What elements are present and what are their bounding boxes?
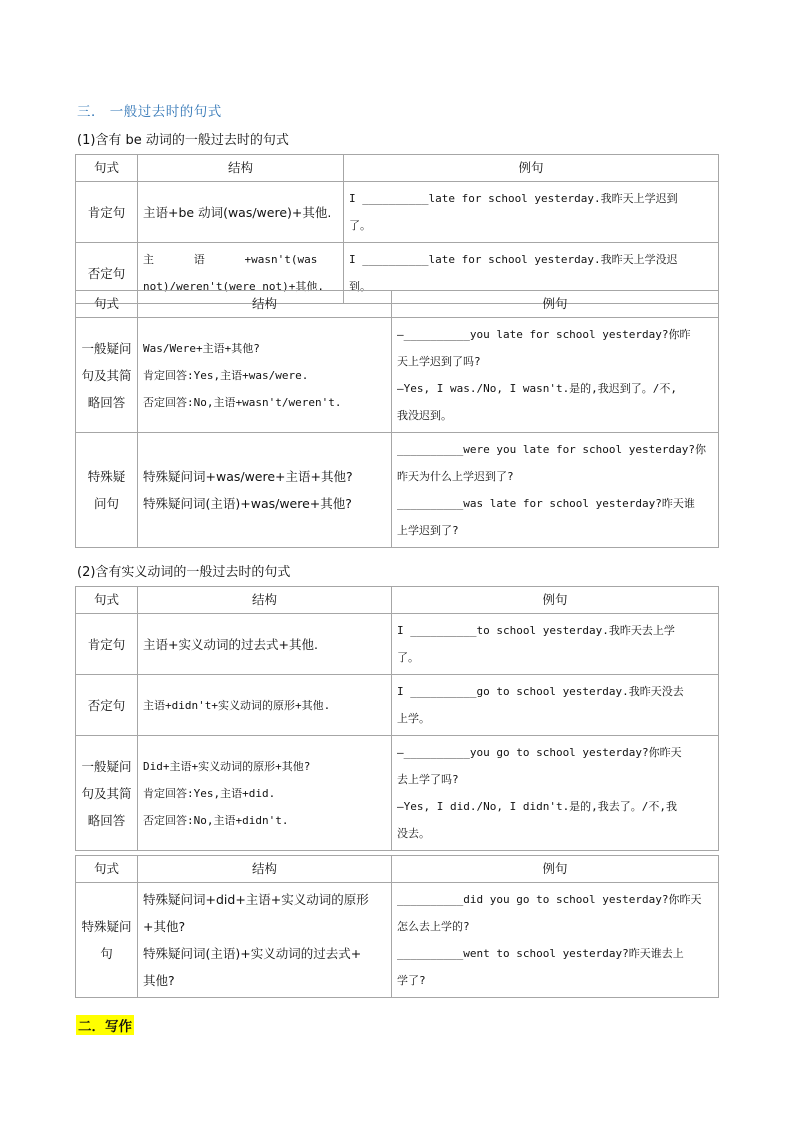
- example-line: 到。: [349, 280, 371, 293]
- structure-line: not)/weren't(were not)+其他.: [143, 280, 324, 293]
- example-line: __________did you go to school yesterday?你昨天: [397, 893, 702, 906]
- table-row: [76, 182, 719, 243]
- structure-line: +其他?: [143, 919, 186, 934]
- structure-line: 特殊疑问词+was/were+主语+其他?: [143, 469, 353, 484]
- example-line: I __________late for school yesterday.我昨天上学迟到: [349, 192, 678, 205]
- structure-cell: [138, 883, 392, 998]
- structure-cell: [138, 318, 392, 433]
- structure-line: 肯定回答:Yes,主语+was/were.: [143, 368, 309, 382]
- type-line: 句及其简: [81, 367, 132, 383]
- example-line: I __________late for school yesterday.我昨天上学没迟: [349, 253, 678, 266]
- header-type: 句式: [76, 856, 138, 883]
- type-cell: 肯定句: [76, 614, 138, 675]
- type-cell: [76, 433, 138, 548]
- action-verb-table: [75, 586, 719, 851]
- header-structure: 结构: [138, 587, 392, 614]
- example-line: —Yes, I was./No, I wasn't.是的,我迟到了。/不,: [397, 382, 678, 395]
- example-line: __________was late for school yesterday?昨天谁: [397, 497, 695, 510]
- example-line: 去上学了吗?: [397, 773, 459, 786]
- example-line: __________were you late for school yesterday?你: [397, 443, 707, 456]
- example-line: —__________you late for school yesterday?你昨: [397, 328, 691, 341]
- structure-cell: 主语+didn't+实义动词的原形+其他.: [138, 675, 392, 736]
- structure-cell: [138, 433, 392, 548]
- header-structure: 结构: [138, 856, 392, 883]
- example-line: 天上学迟到了吗?: [397, 355, 481, 368]
- example-line: I __________go to school yesterday.我昨天没去: [397, 685, 684, 698]
- example-line: 怎么去上学的?: [397, 920, 470, 933]
- type-cell: [76, 318, 138, 433]
- example-line: —__________you go to school yesterday?你昨天: [397, 746, 682, 759]
- example-line: 没去。: [397, 827, 430, 840]
- type-line: 特殊疑: [87, 469, 126, 484]
- header-example: 例句: [344, 155, 719, 182]
- header-type: 句式: [76, 291, 138, 318]
- example-line: 我没迟到。: [397, 409, 452, 422]
- example-cell: [344, 182, 719, 243]
- be-verb-statement-table: [75, 154, 719, 304]
- table-row: [76, 883, 719, 998]
- type-cell: 否定句: [76, 675, 138, 736]
- header-structure: 结构: [138, 291, 392, 318]
- structure-line: 特殊疑问词+did+主语+实义动词的原形: [143, 892, 369, 907]
- writing-section-title: 二．写作: [76, 1015, 134, 1035]
- structure-line: Was/Were+主语+其他?: [143, 341, 260, 355]
- structure-line: Did+主语+实义动词的原形+其他?: [143, 759, 311, 773]
- type-cell: 否定句: [76, 243, 138, 304]
- example-line: I __________to school yesterday.我昨天去上学: [397, 624, 675, 637]
- table-row: [76, 736, 719, 851]
- example-cell: [392, 433, 719, 548]
- table-row: [76, 433, 719, 548]
- structure-line: 特殊疑问词(主语)+was/were+其他?: [143, 496, 352, 511]
- example-line: 上学。: [397, 712, 430, 725]
- structure-line: 主 语 +wasn't(was: [143, 253, 318, 266]
- example-cell: [392, 736, 719, 851]
- example-cell: [392, 883, 719, 998]
- header-structure: 结构: [138, 155, 344, 182]
- type-line: 句及其简: [81, 785, 132, 801]
- type-line: 一般疑问: [81, 340, 132, 356]
- structure-line: 否定回答:No,主语+wasn't/weren't.: [143, 395, 342, 409]
- table-row: [76, 318, 719, 433]
- example-line: 了。: [397, 651, 419, 664]
- example-cell: [392, 614, 719, 675]
- part1-title: (1)含有 be 动词的一般过去时的句式: [77, 133, 289, 148]
- type-line: 略回答: [87, 394, 126, 410]
- structure-line: 否定回答:No,主语+didn't.: [143, 813, 289, 827]
- action-verb-special-question-table: [75, 855, 719, 998]
- structure-cell: [138, 736, 392, 851]
- type-cell: [76, 883, 138, 998]
- type-line: 问句: [93, 496, 119, 511]
- example-line: 昨天为什么上学迟到了?: [397, 470, 514, 483]
- example-line: __________went to school yesterday?昨天谁去上: [397, 947, 684, 960]
- example-cell: [392, 318, 719, 433]
- part2-title: (2)含有实义动词的一般过去时的句式: [77, 565, 291, 580]
- table-row: [76, 675, 719, 736]
- example-line: 了。: [349, 219, 371, 232]
- example-cell: [392, 675, 719, 736]
- header-type: 句式: [76, 587, 138, 614]
- structure-line: 特殊疑问词(主语)+实义动词的过去式+: [143, 946, 362, 961]
- table-row: [76, 614, 719, 675]
- type-cell: [76, 736, 138, 851]
- header-example: 例句: [392, 291, 719, 318]
- header-example: 例句: [392, 856, 719, 883]
- type-line: 一般疑问: [81, 758, 132, 774]
- type-line: 特殊疑问: [81, 919, 132, 934]
- header-type: 句式: [76, 155, 138, 182]
- structure-cell: 主语+实义动词的过去式+其他.: [138, 614, 392, 675]
- structure-line: 其他?: [143, 973, 175, 988]
- example-line: 上学迟到了?: [397, 524, 459, 537]
- example-line: —Yes, I did./No, I didn't.是的,我去了。/不,我: [397, 800, 678, 813]
- type-line: 略回答: [87, 812, 126, 828]
- structure-cell: 主语+be 动词(was/were)+其他.: [138, 182, 344, 243]
- section-title: 三． 一般过去时的句式: [77, 104, 222, 120]
- type-line: 句: [100, 946, 113, 961]
- type-cell: 肯定句: [76, 182, 138, 243]
- header-example: 例句: [392, 587, 719, 614]
- example-line: 学了?: [397, 974, 426, 987]
- be-verb-question-table: [75, 290, 719, 548]
- structure-line: 肯定回答:Yes,主语+did.: [143, 786, 276, 800]
